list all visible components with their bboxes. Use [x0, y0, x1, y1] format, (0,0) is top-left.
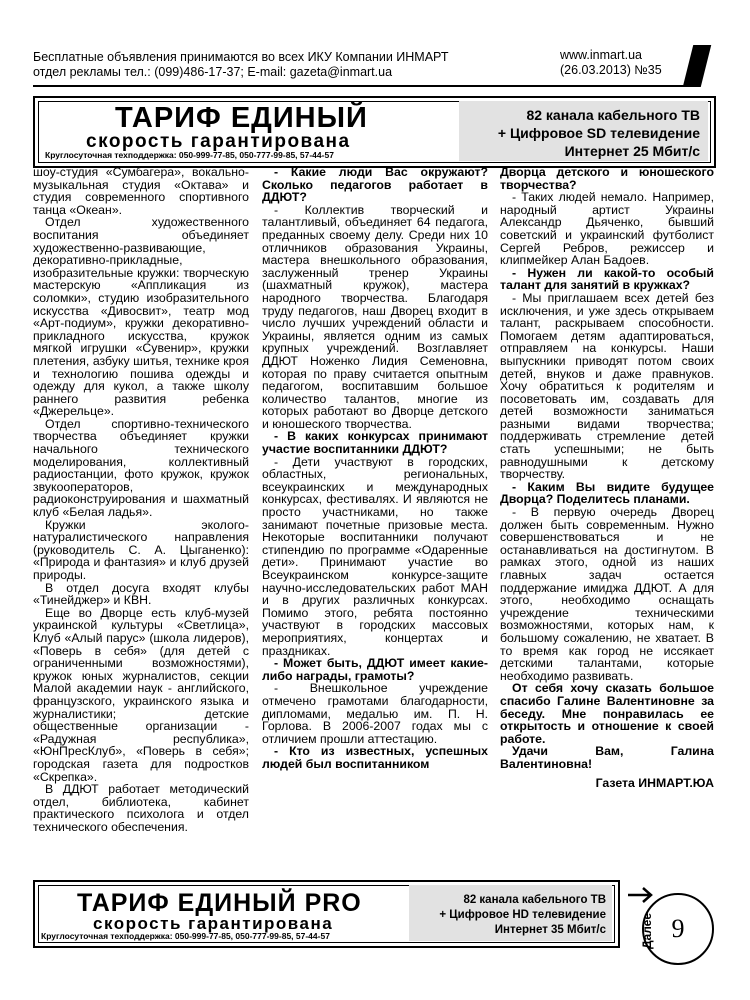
interview-answer: - Таких людей немало. Например, народный артист Украины Александр Дьяченко, бывший советский и украинский футболист Сергей Ребров, режиссер и клипмейкер Алан Бадоев.	[500, 190, 714, 268]
interview-answer: - В первую очередь Дворец должен быть современным. Нужно совершенствоваться и не останавливаться на достигнутом. В рамках этого, одной из наших главных задач остается поддержание имиджа ДДЮТ. А для этого, необходимо оснащать учреждение техническими возможностями, которых нам, к большому сожалению, не хватает. В то время как город не иссякает детскими талантами, которые необходимо развивать.	[500, 505, 714, 683]
ad-title: ТАРИФ ЕДИНЫЙ PRO	[77, 889, 362, 917]
header-info	[33, 50, 448, 80]
article-column-2	[262, 166, 488, 771]
header-issue-block	[560, 48, 662, 78]
site-url[interactable]: www.inmart.ua	[560, 48, 642, 62]
interview-answer: - Коллектив творческий и талантливый, объединяет 64 педагога, преданных своему делу. Среди них 10 отличников образования Украины, мастера внешкольного образования, заслуженный тренер Украины (шахматный кружок), мастера народного творчества. Благодаря труду педагогов, наш Дворец входит в число лучших учреждений области и Украины, является одним из самых крупных учреждений. Возглавляет ДДЮТ Ноженко Лидия Семеновна, которая по праву считается опытным педагогом, воспитавшим большое количество талантов, многие из которых работают во Дворце детского и юношеского творчества.	[262, 202, 488, 431]
ad-feature-digital: + Цифровое SD телевидение	[497, 125, 700, 141]
ad-feature-digital: + Цифровое HD телевидение	[439, 909, 606, 921]
ad-subtitle: скорость гарантирована	[86, 131, 351, 152]
issue-date: (26.03.2013) №35	[560, 63, 662, 77]
header-divider	[33, 85, 698, 87]
ad-feature-tv: 82 канала кабельного ТВ	[463, 894, 606, 906]
article-paragraph: В отдел досуга входят клубы «Тинейджер» и КВН.	[33, 580, 249, 608]
interview-question: - Каким Вы видите будущее Дворца? Поделитесь планами.	[500, 479, 714, 507]
article-paragraph: В ДДЮТ работает методический отдел, библиотека, кабинет практического психолога и отдел технического обеспечения.	[33, 782, 249, 834]
ad-banner-bottom	[33, 880, 620, 948]
interview-answer: - Мы приглашаем всех детей без исключения, и уже здесь открываем талант, раскрываем способности. Помогаем детям адаптироваться, отправляем на конкурсы. Наши выпускники приводят потом своих детей, внуков и даже правнуков. Хочу обратиться к родителям и посоветовать им, создавать для детей возможности заниматься разными видами творчества; поддерживать стремление детей стать успешными; не быть равнодушными к детскому творчеству.	[500, 290, 714, 482]
article-paragraph: Кружки эколого-натуралистического направления (руководитель С. А. Цыганенко): «Природа и фантазия» и клуб друзей природы.	[33, 517, 249, 582]
next-page-label: Далее	[640, 912, 654, 949]
interview-question: - Кто из известных, успешных людей был воспитанником	[262, 744, 488, 771]
ad-support-phones: Круглосуточная техподдержка: 050-999-77-85, 050-777-99-85, 57-44-57	[45, 150, 334, 160]
ad-feature-tv: 82 канала кабельного ТВ	[526, 107, 700, 123]
interview-answer: - Внешкольное учреждение отмечено грамотами благодарности, дипломами, медалью им. П. Н. Горлова. В 2006-2007 годах мы с отличием прошли аттестацию.	[262, 681, 488, 746]
article-paragraph: шоу-студия «Сумбагера», вокально-музыкальная студия «Октава» и студия современного спортивного танца «Океан».	[33, 165, 249, 217]
ad-feature-internet: Интернет 25 Мбит/с	[564, 143, 700, 159]
interview-question: - Какие люди Вас окружают? Сколько педагогов работает в ДДЮТ?	[262, 165, 488, 205]
ad-subtitle: скорость гарантирована	[93, 914, 334, 933]
article-paragraph: Отдел спортивно-технического творчества объединяет кружки начального технического моделирования, коллективный радиостанции, фото кружок, кружок звукооператоров, радиоконструирования и шахматный клуб «Белая ладья».	[33, 416, 249, 520]
article-column-1	[33, 166, 249, 833]
ad-feature-internet: Интернет 35 Мбит/с	[494, 924, 606, 936]
ad-features-box	[409, 885, 612, 941]
interview-question: - Нужен ли какой-то особый талант для занятий в кружках?	[500, 265, 714, 293]
article-paragraph: Еще во Дворце есть клуб-музей украинской культуры «Светлица», Клуб «Алый парус» (школа лидеров), «Поверь в себя» (для детей с ограниченными возможностями), кружок юных журналистов, секции Малой академии наук - английского, французского, украинского языка и журналистики; детские общественные организации - «Радужная республика», «ЮнПресКлуб», «Поверь в себя»; городская газета для подростков «Скрепка».	[33, 605, 249, 784]
ad-features-box	[459, 101, 708, 161]
article-paragraph: Отдел художественного воспитания объединяет художественно-развивающие, декоративно-прикладные, изобразительные кружки: творческую мастерскую «Аппликация из соломки», студию изобразительного искусства «Дивосвит», театр мод «Арт-подиум», кружки декоративно-прикладного искусства, кружок мягкой игрушки «Сувенир», кружки плетения, азбуку шитья, технике кроя и технологию пошива одежды и одежду для кукол, а также школу раннего развития ребенка «Джерельце».	[33, 215, 249, 419]
ad-title: ТАРИФ ЕДИНЫЙ	[115, 102, 368, 134]
header-line-contacts: отдел рекламы тел.: (099)486-17-37; E-mail: gazeta@inmart.ua	[33, 65, 393, 79]
header-line-free-ads: Бесплатные объявления принимаются во всех ИКУ Компании ИНМАРТ	[33, 50, 449, 64]
interview-question: Дворца детского и юношеского творчества?	[500, 165, 714, 192]
interview-question: Удачи Вам, Галина Валентиновна!	[500, 744, 714, 771]
interview-question: От себя хочу сказать большое спасибо Галине Валентиновне за беседу. Мне понравилась ее открытость и отношение к своей работе.	[500, 681, 714, 746]
interview-question: - Может быть, ДДЮТ имеет какие-либо награды, грамоты?	[262, 656, 488, 683]
article-column-3	[500, 166, 714, 789]
header-slash-decoration	[683, 45, 711, 87]
interview-question: - В каких конкурсах принимают участие воспитанники ДДЮТ?	[262, 429, 488, 457]
interview-answer: - Дети участвуют в городских, областных, региональных, всеукраинских и международных конкурсах, фестивалях. И являются не просто участниками, но также занимают почетные призовые места. Некоторые воспитанники получают стипендию по программе «Одаренные дети». Принимают участие во Всеукраинском конкурсе-защите научно-исследовательских работ МАН и в других различных конкурсах. Помимо этого, ребята постоянно участвуют в городских массовых мероприятиях, концертах и праздниках.	[262, 454, 488, 658]
ad-banner-top	[33, 96, 716, 168]
article-signature: Газета ИНМАРТ.ЮА	[595, 775, 714, 790]
ad-support-phones: Круглосуточная техподдержка: 050-999-77-85, 050-777-99-85, 57-44-57	[41, 931, 330, 941]
page-number: 9	[642, 893, 714, 965]
